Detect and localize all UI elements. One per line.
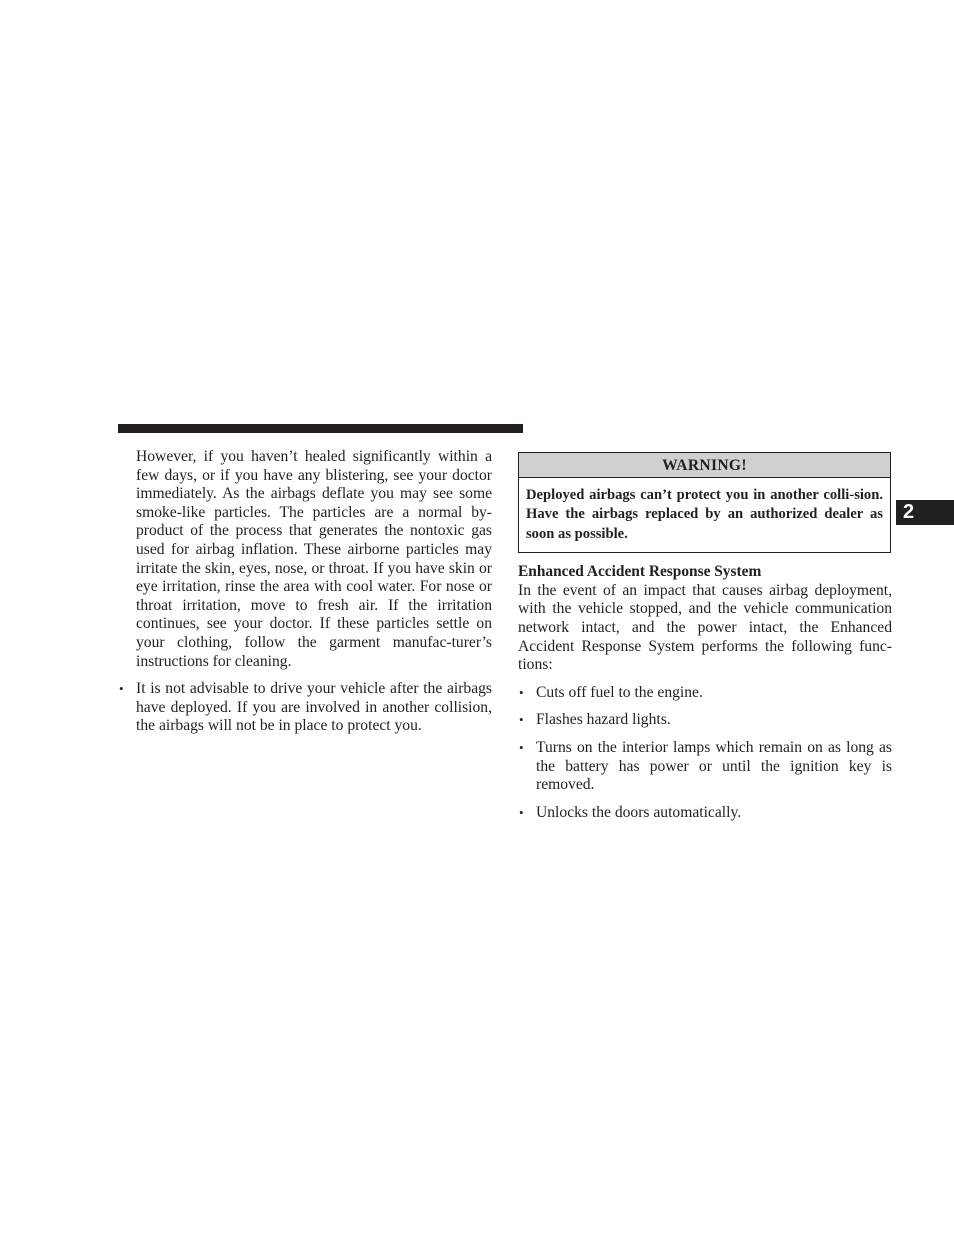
list-item [518,684,892,703]
bullet-icon: • [519,804,524,820]
healing-paragraph: However, if you haven’t healed significantly within a few days, or if you have any blistering, see your doctor immediately. As the airbags deflate you may see some smoke-like particles. The particles are a normal by-product of the process that generates the nontoxic gas used for airbag inflation. These airborne particles may irritate the skin, eyes, nose, or throat. If you have skin or eye irritation, rinse the area with cool water. For nose or throat irritation, move to fresh air. If the irritation continues, see your doctor. If these particles settle on your clothing, follow the garment manufac-turer’s instructions for cleaning. [136,448,492,670]
bullet-icon: • [519,739,524,755]
bullet-icon: • [119,681,124,697]
list-item-text: Cuts off fuel to the engine. [536,683,703,701]
list-item-text: Turns on the interior lamps which remain on as long as the battery has power or until the ignition key is removed. [536,738,892,794]
chapter-tab: 2 [896,500,954,525]
list-item-text: It is not advisable to drive your vehicle after the airbags have deployed. If you are involved in another collision, the airbags will not be in place to protect you. [136,680,492,735]
list-item [518,711,892,730]
section-intro: In the event of an impact that causes airbag deployment, with the vehicle stopped, and the vehicle communication network intact, and the power intact, the Enhanced Accident Response System performs the following func-tions: [518,581,892,674]
list-item [518,804,892,823]
list-item [518,739,892,795]
right-column [518,452,892,822]
left-column [118,448,492,736]
section-heading: Enhanced Accident Response System [518,563,762,581]
bullet-icon: • [519,712,524,728]
list-item-text: Unlocks the doors automatically. [536,803,742,821]
list-item [118,680,492,736]
section-top-rule [118,424,523,433]
list-item-text: Flashes hazard lights. [536,711,671,729]
bullet-icon: • [519,684,524,700]
warning-text: Deployed airbags can’t protect you in another colli-sion. Have the airbags replaced by an authorized dealer as soon as possible. [526,487,883,542]
warning-box [518,452,891,553]
warning-title: WARNING! [519,453,890,478]
